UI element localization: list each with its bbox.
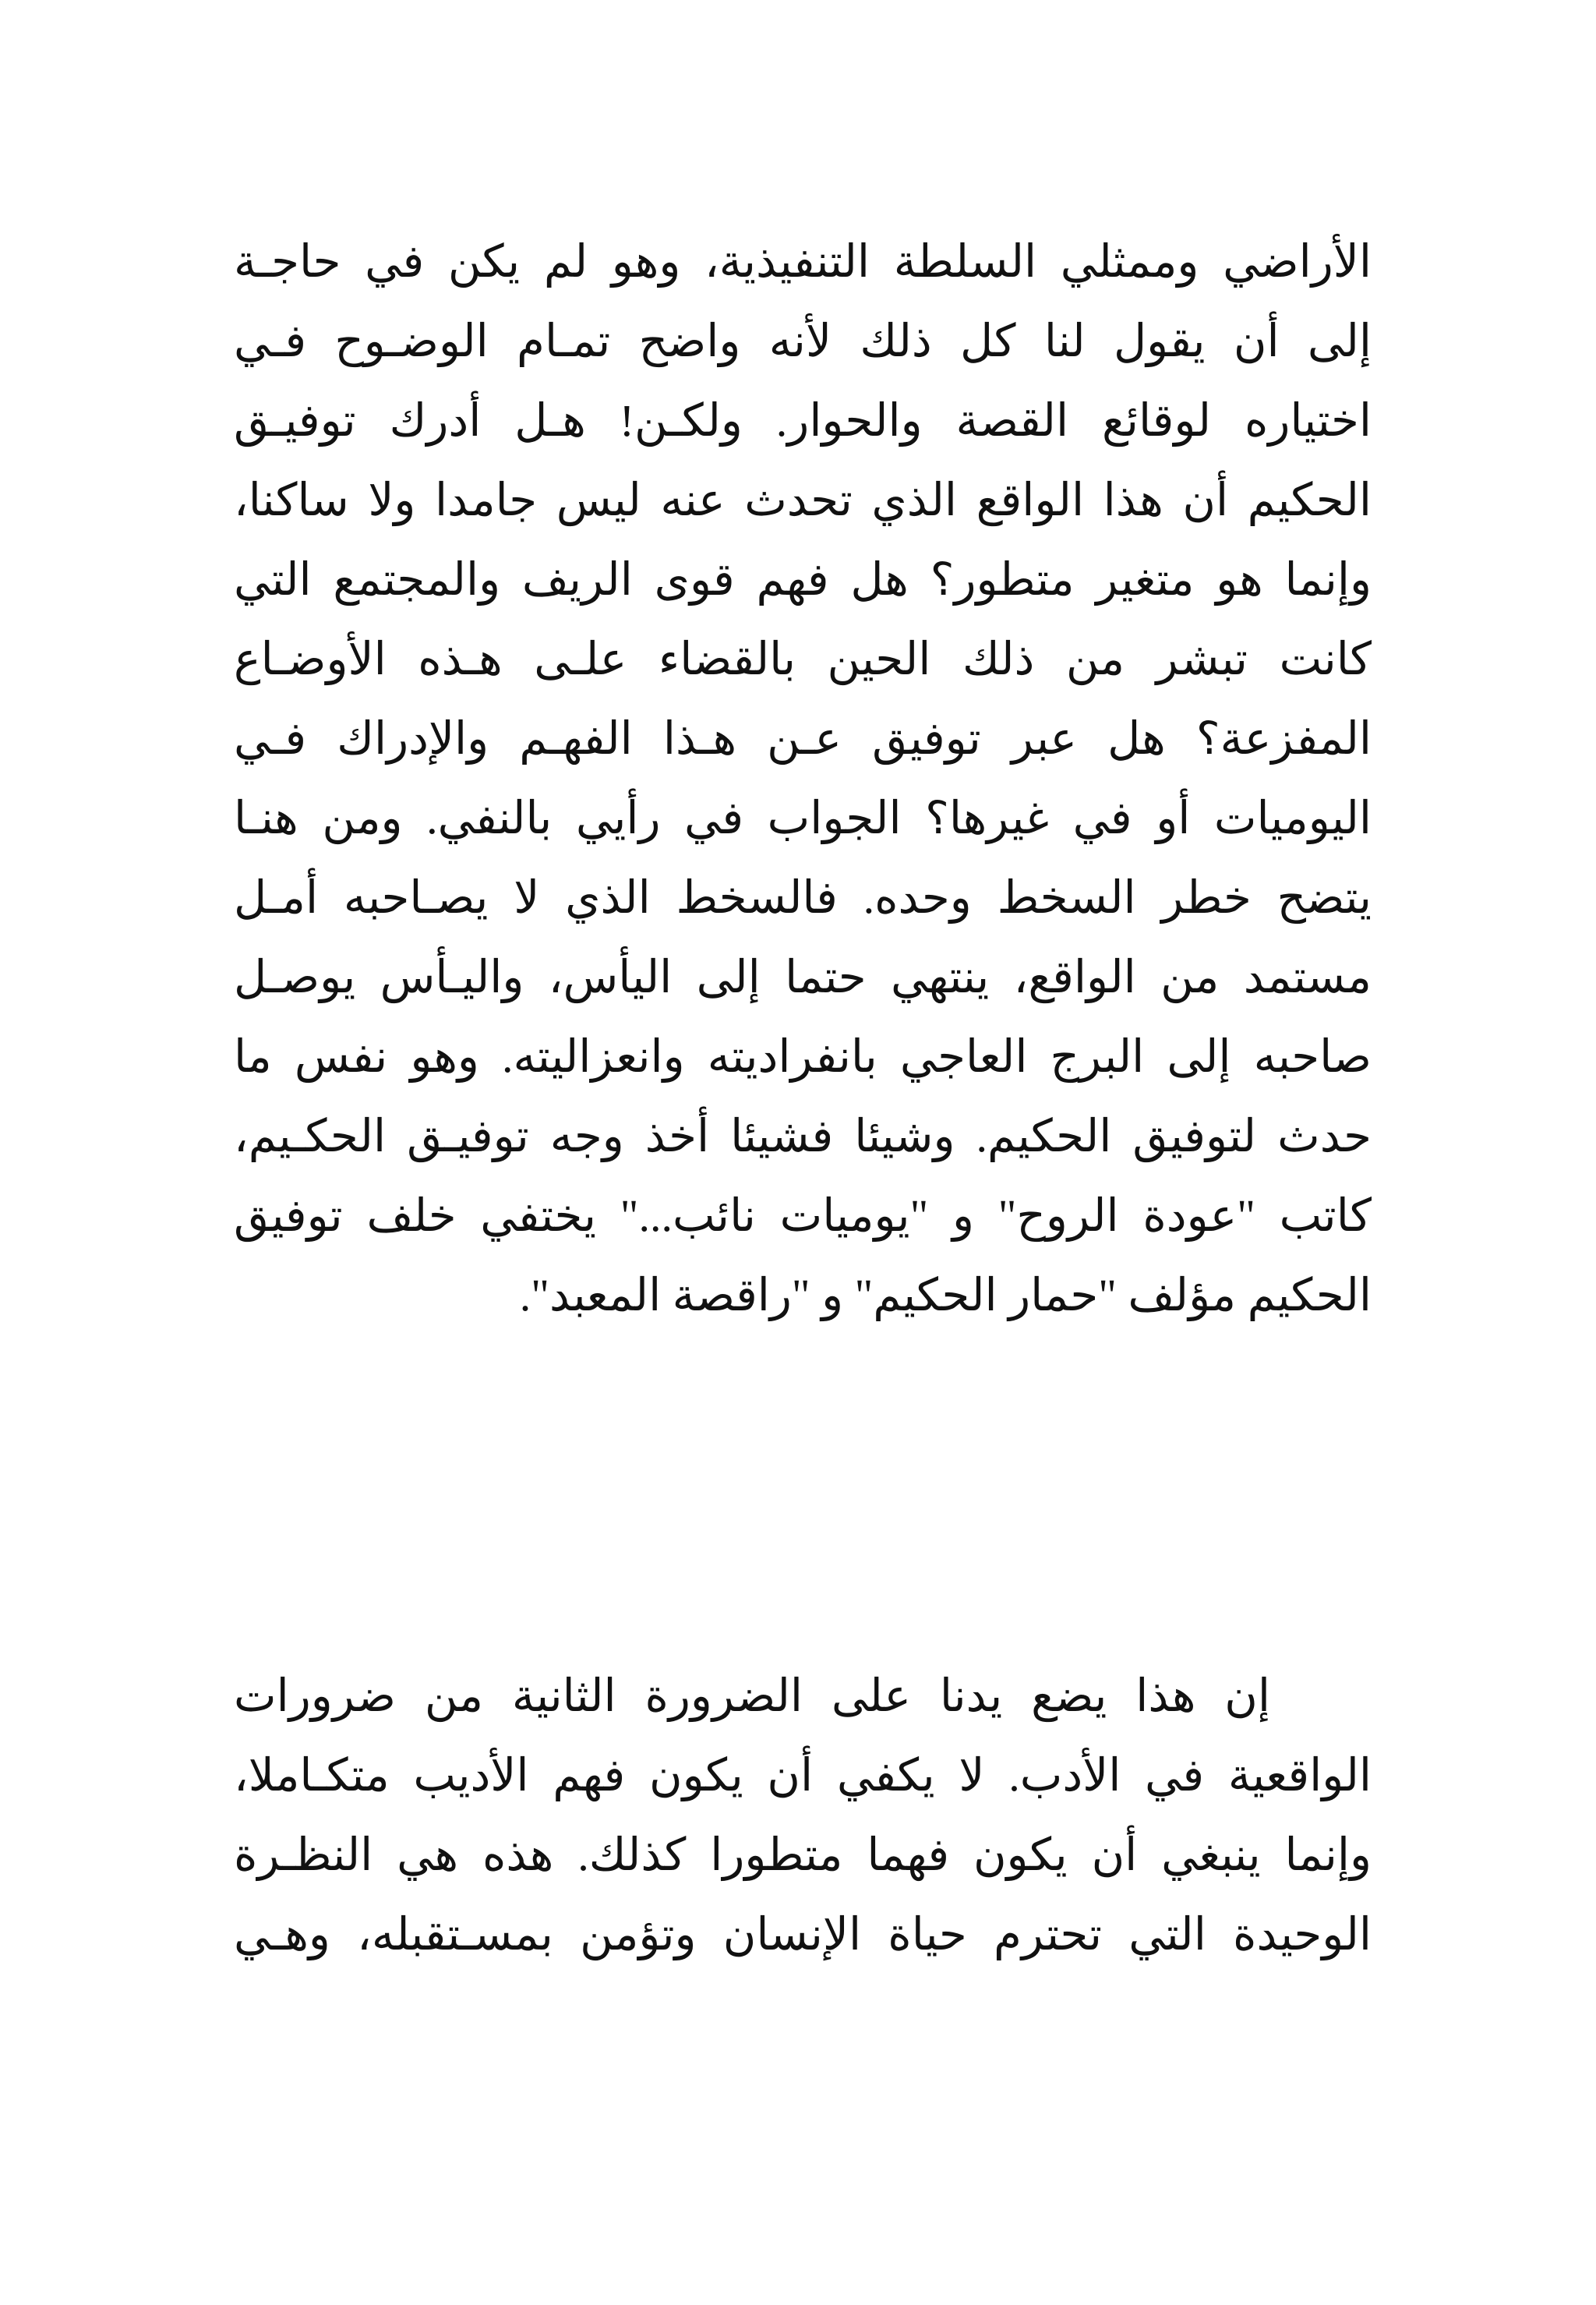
text-line: الحكيم أن هذا الواقع الذي تحدث عنه ليس جامدا ولا ساكنا، xyxy=(234,475,1372,525)
text-line: وإنما ينبغي أن يكون فهما متطورا كذلك. هذه هي النظـرة xyxy=(234,1830,1372,1880)
text-line: صاحبه إلى البرج العاجي بانفراديته وانعزاليته. وهو نفس ما xyxy=(234,1031,1372,1082)
text-line: يتضح خطر السخط وحده. فالسخط الذي لا يصـاحبه أمـل xyxy=(234,872,1372,923)
text-line: الحكيم مؤلف "حمار الحكيم" و "راقصة المعبد". xyxy=(519,1270,1372,1320)
text-line: مستمد من الواقع، ينتهي حتما إلى اليأس، واليـأس يوصـل xyxy=(234,952,1372,1002)
paragraph-2 xyxy=(234,1656,1372,1974)
text-line: الواقعية في الأدب. لا يكفي أن يكون فهم الأديب متكـاملا، xyxy=(234,1750,1372,1801)
text-line: وإنما هو متغير متطور؟ هل فهم قوى الريف والمجتمع التي xyxy=(234,554,1372,605)
paragraph-1 xyxy=(234,222,1372,1335)
text-line: اليوميات أو في غيرها؟ الجواب في رأيي بالنفي. ومن هنـا xyxy=(234,793,1372,843)
text-line: كاتب "عودة الروح" و "يوميات نائب..." يختفي خلف توفيق xyxy=(234,1190,1372,1241)
text-line: حدث لتوفيق الحكيم. وشيئا فشيئا أخذ وجه توفيـق الحكـيم، xyxy=(234,1111,1372,1161)
text-line: الوحيدة التي تحترم حياة الإنسان وتؤمن بمسـتقبله، وهـي xyxy=(234,1909,1372,1960)
text-line: إلى أن يقول لنا كل ذلك لأنه واضح تمـام الوضـوح فـي xyxy=(234,316,1372,366)
text-line: اختياره لوقائع القصة والحوار. ولكـن! هـل أدرك توفيـق xyxy=(234,395,1372,446)
text-line: المفزعة؟ هل عبر توفيق عـن هـذا الفهـم والإدراك فـي xyxy=(234,713,1372,764)
text-line: إن هذا يضع يدنا على الضرورة الثانية من ضرورات xyxy=(234,1670,1270,1721)
text-line: كانت تبشر من ذلك الحين بالقضاء علـى هـذه الأوضـاع xyxy=(234,634,1372,684)
text-line: الأراضي وممثلي السلطة التنفيذية، وهو لم يكن في حاجـة xyxy=(234,236,1372,287)
